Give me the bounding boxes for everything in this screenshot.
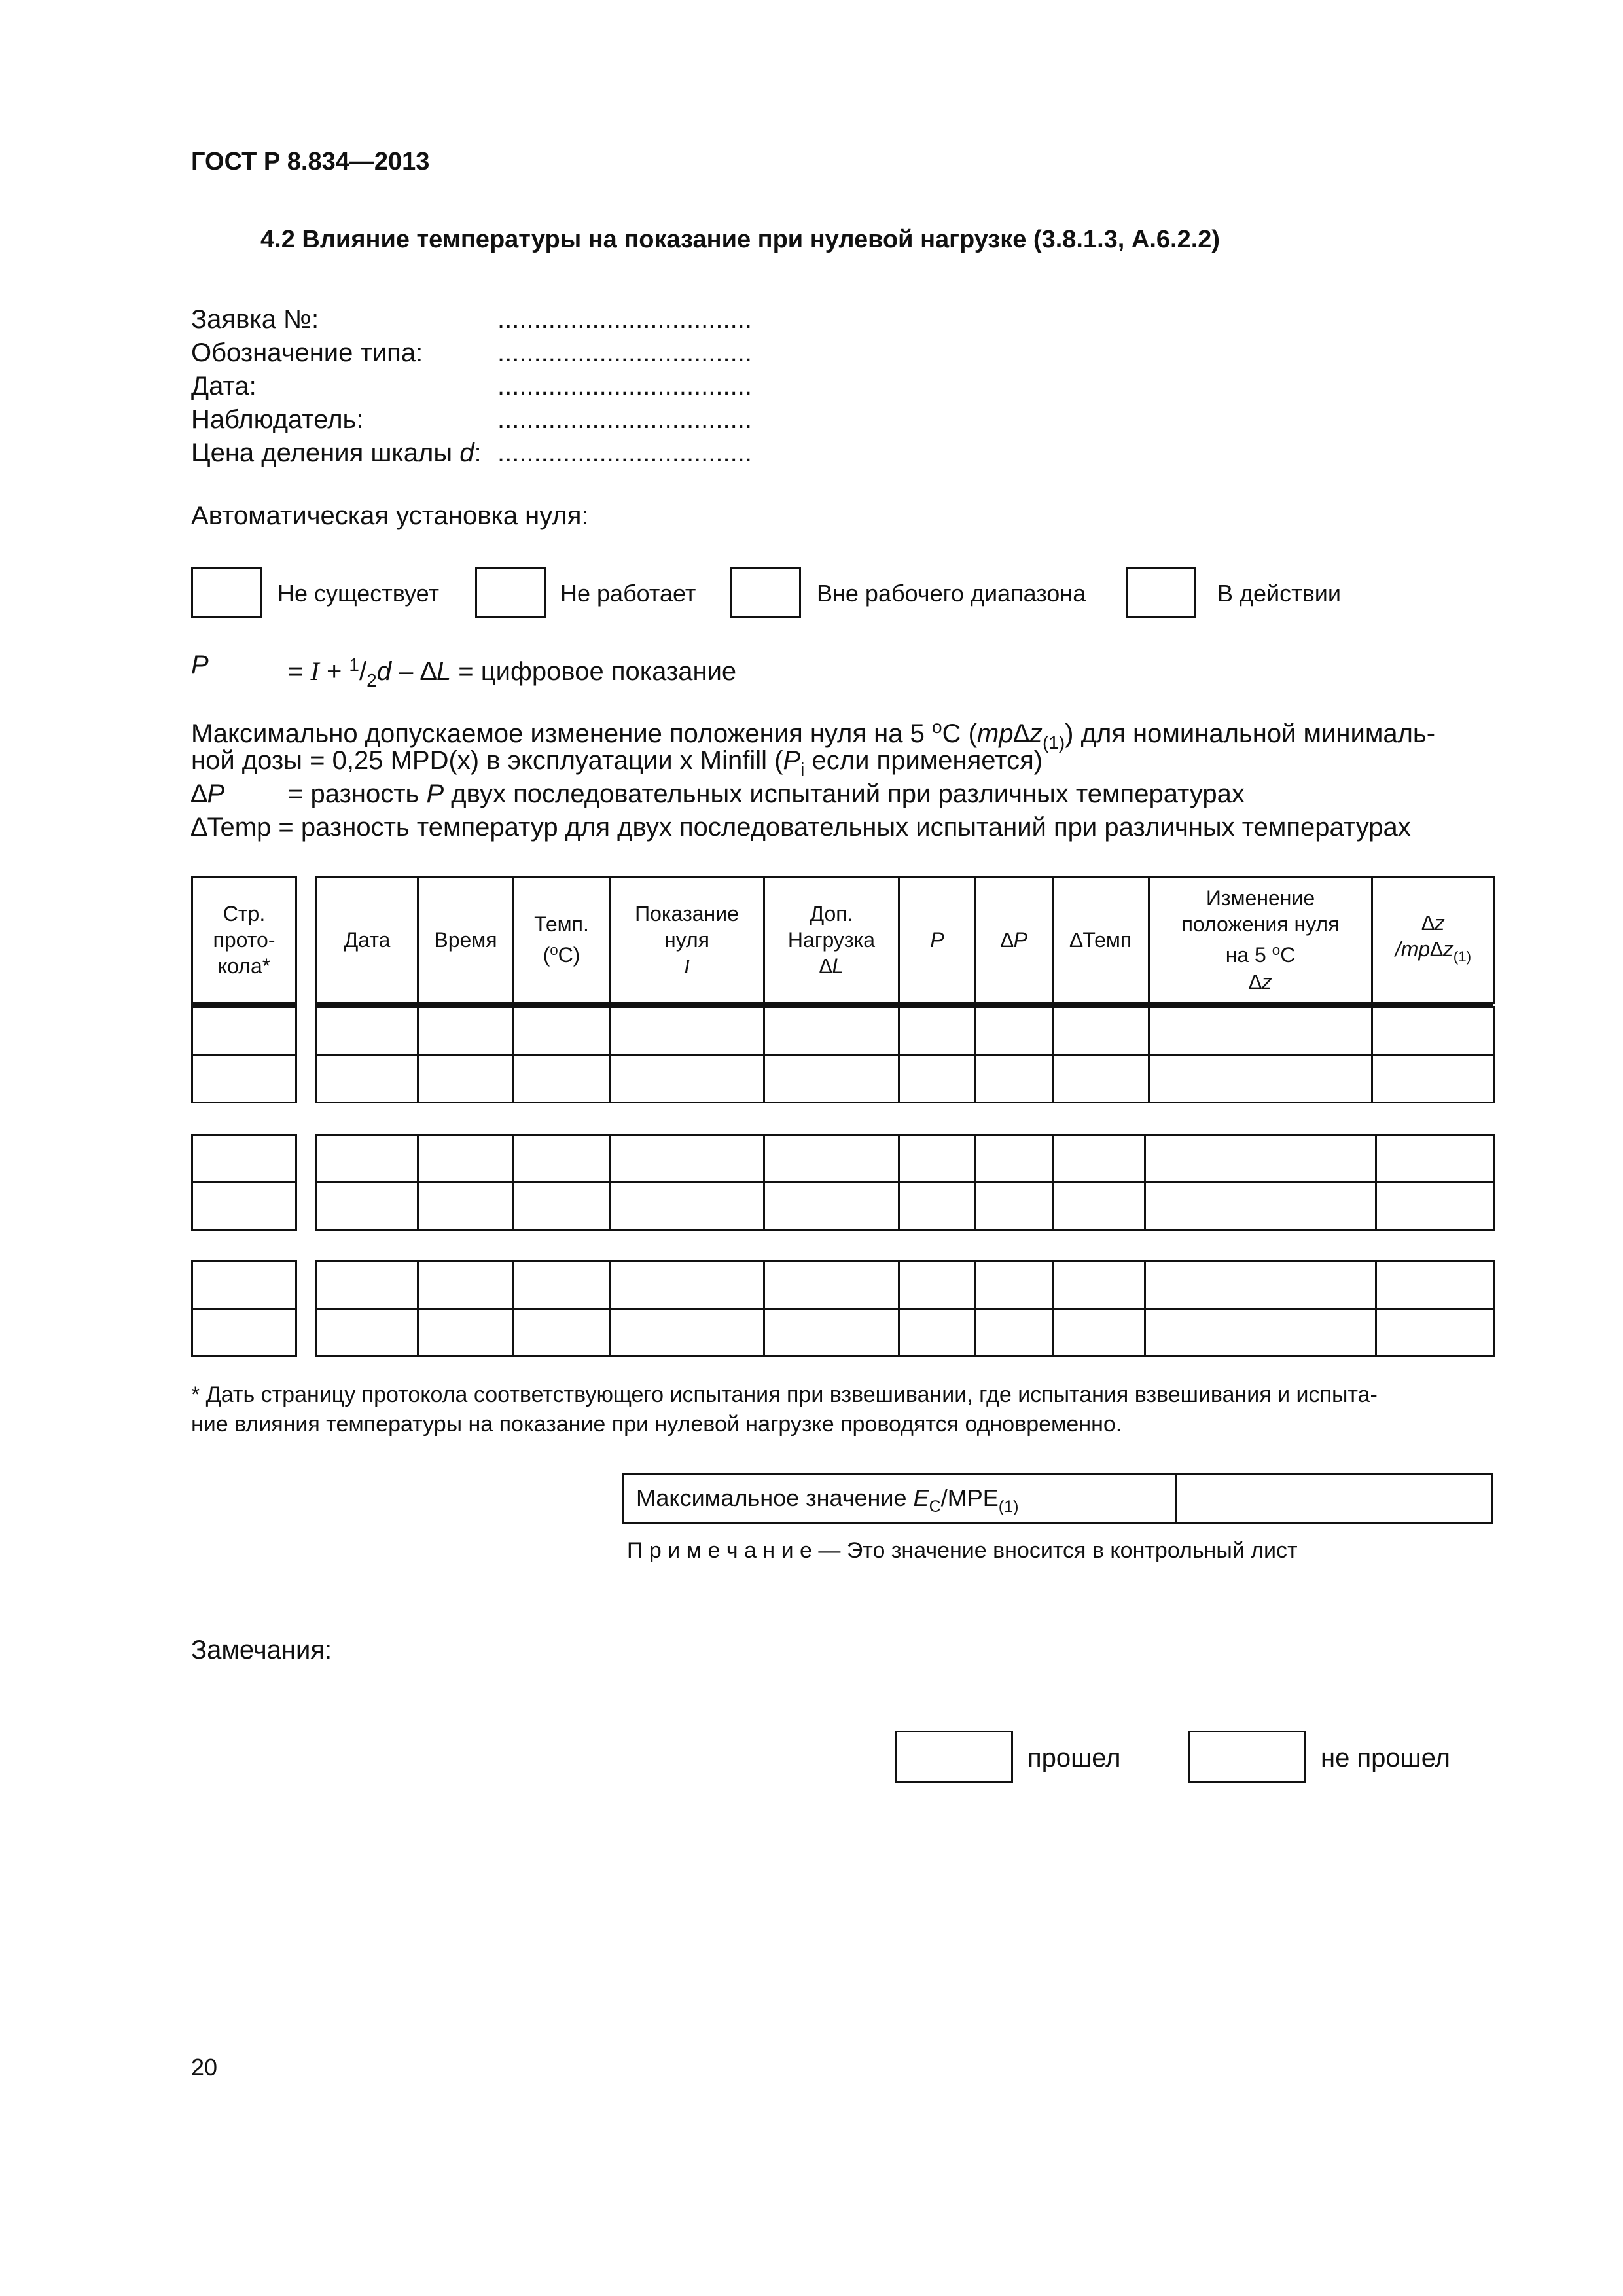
- table-cell[interactable]: [1376, 1135, 1495, 1183]
- header-zero-reading: [610, 877, 764, 1003]
- desc-text: = разность: [288, 780, 427, 808]
- table-cell[interactable]: [192, 1135, 296, 1183]
- table-cell[interactable]: [192, 1055, 296, 1103]
- max-value-label: [636, 1484, 1019, 1516]
- field-label: Заявка №:: [191, 305, 319, 334]
- table-cell[interactable]: [764, 1261, 899, 1309]
- header-dp: [976, 877, 1053, 1003]
- table-cell[interactable]: [976, 1309, 1053, 1357]
- header-text: Стр.: [223, 902, 266, 925]
- table-cell[interactable]: [764, 1309, 899, 1357]
- desc-text: ной дозы = 0,25 MPD(x) в эксплуатации x Minfill (: [191, 746, 783, 775]
- desc-p: P: [783, 746, 801, 775]
- formula-l: L: [436, 657, 452, 686]
- table-cell[interactable]: [610, 1135, 764, 1183]
- header-text: Показание: [635, 902, 739, 925]
- formula: [288, 648, 736, 698]
- table-row: [317, 1055, 1495, 1103]
- header-text: ∆z: [1421, 911, 1445, 935]
- table-cell[interactable]: [764, 1007, 899, 1055]
- header-text: Изменение: [1205, 886, 1315, 910]
- table-cell[interactable]: [610, 1007, 764, 1055]
- note-text: — Это значение вносится в контрольный лист: [812, 1538, 1298, 1563]
- data-block-3: [315, 1260, 1495, 1357]
- footnote-line-1: * Дать страницу протокола соответствующего испытания при взвешивании, где испытания взвешивания и испыта-: [191, 1382, 1378, 1407]
- header-text: I: [683, 954, 690, 978]
- note-label: П р и м е ч а н и е: [627, 1538, 812, 1563]
- table-cell[interactable]: [1376, 1309, 1495, 1357]
- max-value-input[interactable]: [1179, 1477, 1489, 1520]
- table-cell[interactable]: [418, 1309, 514, 1357]
- formula-d: d: [376, 657, 391, 686]
- form-field-observer: [191, 403, 364, 437]
- table-cell[interactable]: [1376, 1261, 1495, 1309]
- header-text: Время: [434, 928, 497, 952]
- table-cell[interactable]: [418, 1007, 514, 1055]
- header-text: Темп.: [534, 912, 589, 937]
- header-text: /mp∆z: [1395, 937, 1454, 961]
- header-text: ∆L: [819, 954, 844, 978]
- table-cell[interactable]: [317, 1055, 418, 1103]
- header-load: [764, 877, 899, 1003]
- table-cell[interactable]: [976, 1135, 1053, 1183]
- table-cell[interactable]: [1053, 1309, 1145, 1357]
- option-label: Не работает: [560, 580, 696, 607]
- protocol-block-3: [191, 1260, 297, 1357]
- table-cell[interactable]: [1053, 1007, 1149, 1055]
- desc-text: C (: [942, 719, 977, 748]
- table-cell[interactable]: [1149, 1055, 1372, 1103]
- header-dtemp: [1053, 877, 1149, 1003]
- table-row: [317, 1309, 1495, 1357]
- table-cell[interactable]: [1149, 1007, 1372, 1055]
- failed-label: не прошел: [1321, 1744, 1450, 1772]
- data-block-2: [315, 1134, 1495, 1231]
- form-field-date: [191, 369, 257, 403]
- header-sub: (1): [1453, 948, 1472, 965]
- formula-minus: – ∆: [399, 657, 437, 686]
- desc-sub: (1): [1042, 732, 1065, 753]
- description-line-4: ∆Temp = разность температур для двух последовательных испытаний при различных температурах: [191, 813, 1411, 842]
- desc-text: двух последовательных испытаний при различных температурах: [444, 780, 1245, 808]
- checkbox-failed[interactable]: [1188, 1731, 1306, 1783]
- header-sup: o: [550, 942, 558, 959]
- field-value[interactable]: ...................................: [497, 439, 752, 467]
- table-cell[interactable]: [514, 1261, 610, 1309]
- table-cell[interactable]: [514, 1135, 610, 1183]
- table-cell[interactable]: [1145, 1183, 1376, 1230]
- checkbox-not-exists[interactable]: [191, 567, 262, 618]
- header-text: прото-: [213, 928, 276, 952]
- table-cell[interactable]: [317, 1183, 418, 1230]
- field-label: Обозначение типа:: [191, 338, 423, 367]
- table-cell[interactable]: [1145, 1261, 1376, 1309]
- header-p: [899, 877, 976, 1003]
- table-row: [317, 1135, 1495, 1183]
- table-cell[interactable]: [899, 1007, 976, 1055]
- table-cell[interactable]: [899, 1261, 976, 1309]
- header-text: (: [543, 943, 550, 967]
- footnote-line-2: ние влияния температуры на показание при нулевой нагрузке проводятся одновременно.: [191, 1412, 1122, 1437]
- max-value-divider: [1175, 1473, 1177, 1524]
- table-cell[interactable]: [317, 1135, 418, 1183]
- field-value[interactable]: ...................................: [497, 372, 752, 401]
- desc-text: ∆: [191, 780, 207, 808]
- header-date: [317, 877, 418, 1003]
- table-cell[interactable]: [1053, 1055, 1149, 1103]
- checkbox-passed[interactable]: [895, 1731, 1013, 1783]
- table-cell[interactable]: [192, 1007, 296, 1055]
- data-header-table: [315, 876, 1495, 1004]
- field-value[interactable]: ...................................: [497, 338, 752, 367]
- protocol-block-2: [191, 1134, 297, 1231]
- table-cell[interactable]: [1053, 1261, 1145, 1309]
- protocol-header-table: [191, 876, 297, 1004]
- passed-label: прошел: [1027, 1744, 1121, 1772]
- header-text: ∆P: [1001, 928, 1027, 952]
- header-text: Доп.: [810, 902, 853, 925]
- field-label: Наблюдатель:: [191, 405, 364, 434]
- table-cell[interactable]: [418, 1055, 514, 1103]
- option-label: В действии: [1217, 580, 1341, 607]
- table-cell[interactable]: [1372, 1055, 1495, 1103]
- table-cell[interactable]: [514, 1055, 610, 1103]
- formula-i: I: [310, 656, 319, 686]
- table-cell[interactable]: [192, 1183, 296, 1230]
- max-text: /MPE: [940, 1484, 999, 1511]
- max-sub: (1): [998, 1497, 1019, 1516]
- table-cell[interactable]: [976, 1055, 1053, 1103]
- table-cell[interactable]: [899, 1183, 976, 1230]
- note: [627, 1538, 1298, 1564]
- remarks-label: Замечания:: [191, 1636, 332, 1664]
- formula-plus: +: [326, 657, 342, 686]
- header-text: нуля: [664, 928, 709, 952]
- table-row: [317, 1183, 1495, 1230]
- formula-slash: /: [359, 657, 367, 686]
- table-cell[interactable]: [1145, 1135, 1376, 1183]
- protocol-block-1: [191, 1006, 297, 1103]
- header-text: P: [930, 928, 944, 952]
- option-label: Вне рабочего диапазона: [817, 580, 1086, 607]
- max-text: Максимальное значение: [636, 1484, 914, 1511]
- header-sup: o: [1272, 942, 1281, 959]
- table-cell[interactable]: [418, 1183, 514, 1230]
- header-text: на 5: [1225, 943, 1272, 967]
- field-label-suffix: :: [474, 439, 482, 467]
- table-cell[interactable]: [317, 1309, 418, 1357]
- formula-rest: = цифровое показание: [458, 657, 737, 686]
- table-cell[interactable]: [899, 1055, 976, 1103]
- table-cell[interactable]: [514, 1309, 610, 1357]
- desc-text: Максимально допускаемое изменение положения нуля на 5: [191, 719, 932, 748]
- table-cell[interactable]: [610, 1183, 764, 1230]
- desc-deg: o: [931, 717, 942, 737]
- page-number: 20: [191, 2054, 218, 2081]
- desc-text: если применяется): [804, 746, 1043, 775]
- desc-p: P: [426, 780, 444, 808]
- table-cell[interactable]: [1053, 1183, 1145, 1230]
- table-cell[interactable]: [899, 1135, 976, 1183]
- header-protocol: [192, 877, 296, 1003]
- description-line-3-def: [288, 777, 1245, 811]
- table-cell[interactable]: [1376, 1183, 1495, 1230]
- table-cell[interactable]: [899, 1309, 976, 1357]
- desc-text: ) для номинальной минималь-: [1065, 719, 1436, 748]
- formula-two: 2: [366, 670, 377, 691]
- header-text: Дата: [344, 928, 391, 952]
- formula-one: 1: [349, 655, 359, 675]
- header-temp: [514, 877, 610, 1003]
- header-dz: [1372, 877, 1495, 1003]
- checkbox-out-of-range[interactable]: [730, 567, 801, 618]
- header-text: ∆Темп: [1069, 928, 1132, 952]
- table-cell[interactable]: [764, 1055, 899, 1103]
- table-cell[interactable]: [610, 1309, 764, 1357]
- table-row: [317, 1261, 1495, 1309]
- formula-eq: =: [288, 657, 304, 686]
- table-cell[interactable]: [192, 1309, 296, 1357]
- form-field-type: [191, 336, 423, 370]
- header-text: Нагрузка: [787, 928, 876, 952]
- desc-sub: i: [800, 759, 805, 780]
- table-cell[interactable]: [764, 1183, 899, 1230]
- field-value[interactable]: ...................................: [497, 305, 752, 334]
- table-cell[interactable]: [1053, 1135, 1145, 1183]
- max-e: E: [913, 1484, 929, 1511]
- table-cell[interactable]: [514, 1183, 610, 1230]
- header-text: ∆z: [1249, 969, 1272, 994]
- table-cell[interactable]: [1145, 1309, 1376, 1357]
- table-cell[interactable]: [514, 1007, 610, 1055]
- auto-zero-title: Автоматическая установка нуля:: [191, 501, 589, 530]
- table-cell[interactable]: [976, 1183, 1053, 1230]
- field-label-var: d: [459, 439, 474, 467]
- field-label: Дата:: [191, 372, 257, 401]
- header-text: кола*: [217, 954, 271, 978]
- table-cell[interactable]: [317, 1261, 418, 1309]
- header-text: C): [558, 943, 580, 967]
- table-cell[interactable]: [764, 1135, 899, 1183]
- header-text: C: [1280, 943, 1296, 967]
- form-field-scale-division: [191, 436, 482, 470]
- header-text: положения нуля: [1181, 912, 1340, 937]
- table-cell[interactable]: [192, 1261, 296, 1309]
- field-value[interactable]: ...................................: [497, 405, 752, 434]
- field-label: Цена деления шкалы: [191, 439, 460, 467]
- desc-mp: mp∆z: [976, 719, 1043, 748]
- data-block-1: [315, 1006, 1495, 1103]
- form-field-application: [191, 302, 319, 336]
- formula-var: P: [191, 651, 209, 679]
- table-cell[interactable]: [418, 1135, 514, 1183]
- table-cell[interactable]: [1372, 1007, 1495, 1055]
- desc-p: P: [207, 780, 225, 808]
- section-title: 4.2 Влияние температуры на показание при нулевой нагрузке (3.8.1.3, А.6.2.2): [260, 226, 1221, 253]
- header-time: [418, 877, 514, 1003]
- table-cell[interactable]: [610, 1261, 764, 1309]
- table-cell[interactable]: [418, 1261, 514, 1309]
- max-sub: C: [929, 1497, 941, 1516]
- table-cell[interactable]: [976, 1261, 1053, 1309]
- header-zero-change: [1149, 877, 1372, 1003]
- table-cell[interactable]: [317, 1007, 418, 1055]
- description-line-3: [191, 777, 224, 811]
- table-row: [317, 1007, 1495, 1055]
- table-cell[interactable]: [610, 1055, 764, 1103]
- checkbox-not-working[interactable]: [475, 567, 546, 618]
- document-id: ГОСТ Р 8.834—2013: [191, 148, 430, 175]
- option-label: Не существует: [277, 580, 439, 607]
- checkbox-active[interactable]: [1126, 567, 1196, 618]
- table-cell[interactable]: [976, 1007, 1053, 1055]
